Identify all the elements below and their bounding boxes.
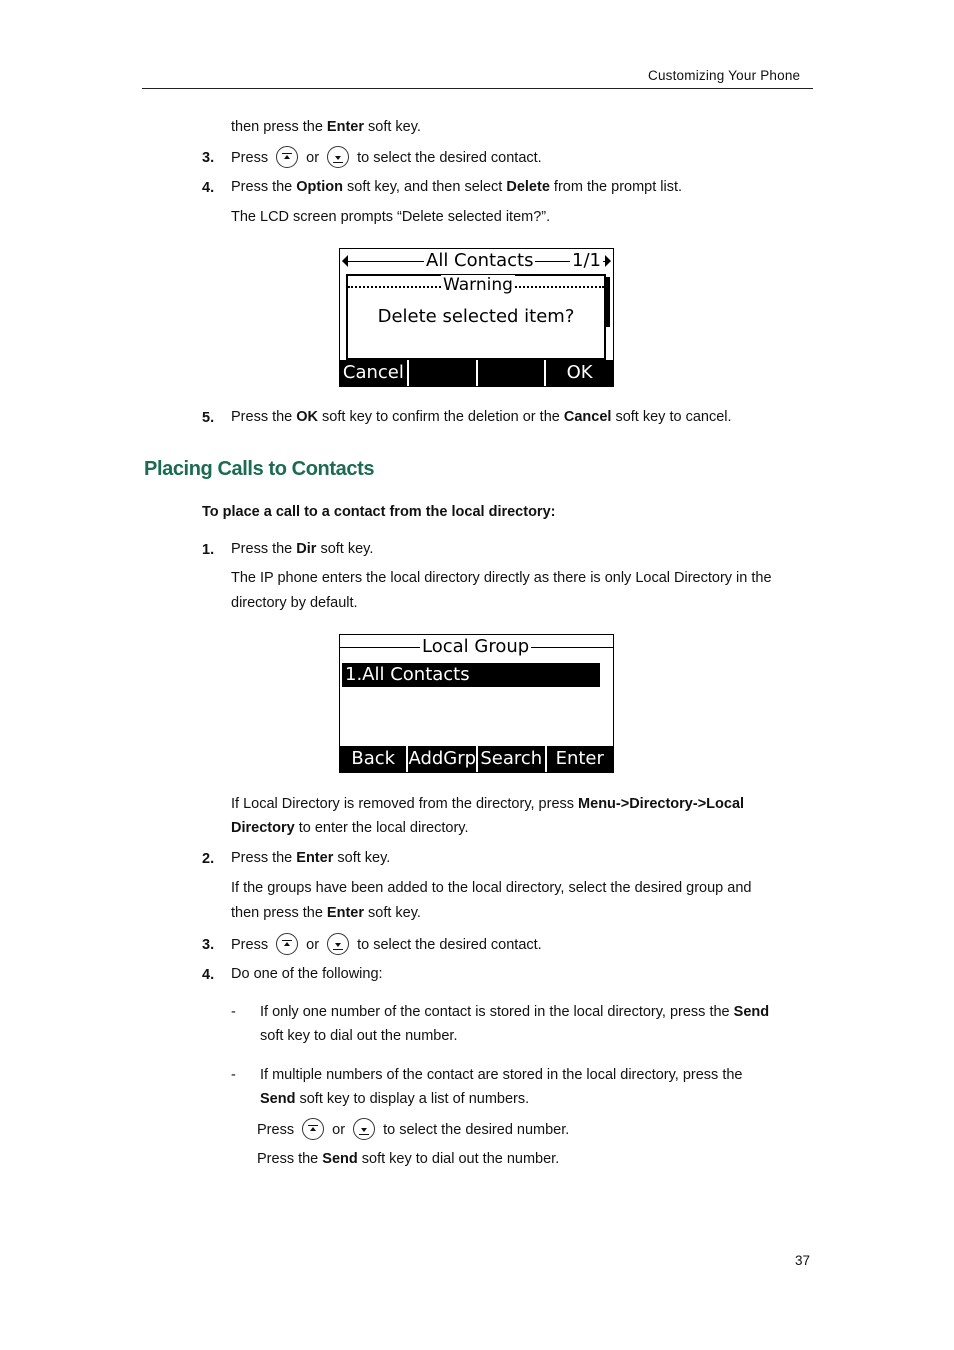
step-text: Do one of the following:: [231, 966, 383, 982]
step-note: If the groups have been added to the local directory, select the desired group and: [231, 880, 752, 896]
right-arrow-icon: [605, 255, 611, 267]
softkey-ok[interactable]: OK: [566, 362, 593, 383]
scrollbar: [605, 277, 610, 327]
softkey-name: Cancel: [563, 409, 612, 425]
menu-path: Directory: [231, 820, 295, 836]
bullet-text: Press the Send soft key to dial out the number.: [257, 1151, 560, 1167]
lcd-delete-prompt: [339, 248, 614, 387]
selected-list-item[interactable]: 1.All Contacts: [342, 663, 600, 687]
bullet-dash: -: [231, 1067, 236, 1083]
softkey-back[interactable]: Back: [340, 746, 408, 772]
header-rule: [142, 88, 813, 89]
softkey-empty: [409, 360, 478, 386]
section-title: Placing Calls to Contacts: [144, 458, 375, 480]
bullet-text: If multiple numbers of the contact are stored in the local directory, press the: [260, 1067, 743, 1083]
softkey-name: Send: [322, 1151, 358, 1167]
step-note: If Local Directory is removed from the directory, press Menu->Directory->Local: [231, 796, 745, 812]
bullet-text: Press or to select the desired number.: [257, 1119, 569, 1141]
running-header: Customizing Your Phone: [648, 68, 801, 83]
dialog-message: Delete selected item?: [377, 306, 575, 327]
dialog-title: Warning: [443, 275, 513, 295]
softkey-name: Enter: [296, 850, 334, 866]
up-key-icon: [276, 146, 298, 168]
step-text: Press the Dir soft key.: [231, 541, 374, 557]
softkey-name: Dir: [296, 541, 317, 557]
step-text: Press the Option soft key, and then select Delete from the prompt list.: [231, 179, 683, 195]
bullet-text: Send soft key to display a list of numbers.: [260, 1091, 530, 1107]
down-key-icon: [327, 146, 349, 168]
procedure-title: To place a call to a contact from the local directory:: [202, 504, 556, 520]
up-key-icon: [302, 1118, 324, 1140]
softkey-name: Send: [733, 1004, 770, 1020]
softkey-cancel[interactable]: Cancel: [340, 360, 409, 386]
step-number: 2.: [202, 851, 215, 867]
step-text: Press or to select the desired contact.: [231, 147, 542, 169]
warning-dialog: [346, 274, 606, 360]
softkey-empty: [478, 360, 547, 386]
softkey-addgrp[interactable]: AddGrp: [408, 746, 478, 772]
step-note: Directory to enter the local directory.: [231, 820, 469, 836]
bullet-text: If only one number of the contact is stored in the local directory, press the Send: [260, 1004, 770, 1020]
step-text: Press the OK soft key to confirm the deletion or the Cancel soft key to cancel.: [231, 409, 732, 425]
down-key-icon: [327, 933, 349, 955]
softkey-search[interactable]: Search: [478, 746, 546, 772]
softkey-bar: [340, 746, 613, 772]
step-note: directory by default.: [231, 595, 358, 611]
step-note: then press the Enter soft key.: [231, 905, 421, 921]
step-note: The IP phone enters the local directory directly as there is only Local Directory in the: [231, 570, 772, 586]
step-number: 3.: [202, 937, 215, 953]
softkey-name: Enter: [326, 119, 364, 135]
step-text: Press or to select the desired contact.: [231, 934, 542, 956]
softkey-name: Enter: [326, 905, 364, 921]
lcd-page-indicator: 1/1: [572, 250, 601, 271]
lcd-title: Local Group: [422, 636, 530, 657]
step-text: Press the Enter soft key.: [231, 850, 391, 866]
step-number: 4.: [202, 180, 215, 196]
softkey-bar: [340, 360, 613, 386]
menu-path: Menu->Directory->Local: [578, 796, 745, 812]
step-number: 5.: [202, 410, 215, 426]
softkey-name: OK: [296, 409, 319, 425]
softkey-name: Option: [296, 179, 343, 195]
left-arrow-icon: [342, 255, 348, 267]
step-number: 4.: [202, 967, 215, 983]
step-number: 3.: [202, 150, 215, 166]
softkey-name: Send: [260, 1091, 296, 1107]
up-key-icon: [276, 933, 298, 955]
bullet-dash: -: [231, 1004, 236, 1020]
lcd-title: All Contacts: [426, 250, 534, 271]
bullet-text: soft key to dial out the number.: [260, 1028, 458, 1044]
page-number: 37: [795, 1253, 811, 1268]
step-note: The LCD screen prompts “Delete selected item?”.: [231, 209, 551, 225]
softkey-name: Delete: [506, 179, 550, 195]
lcd-local-group: [339, 634, 614, 773]
down-key-icon: [353, 1118, 375, 1140]
continued-line: then press the Enter soft key.: [231, 119, 421, 135]
softkey-enter[interactable]: Enter: [555, 748, 604, 769]
step-number: 1.: [202, 542, 215, 558]
